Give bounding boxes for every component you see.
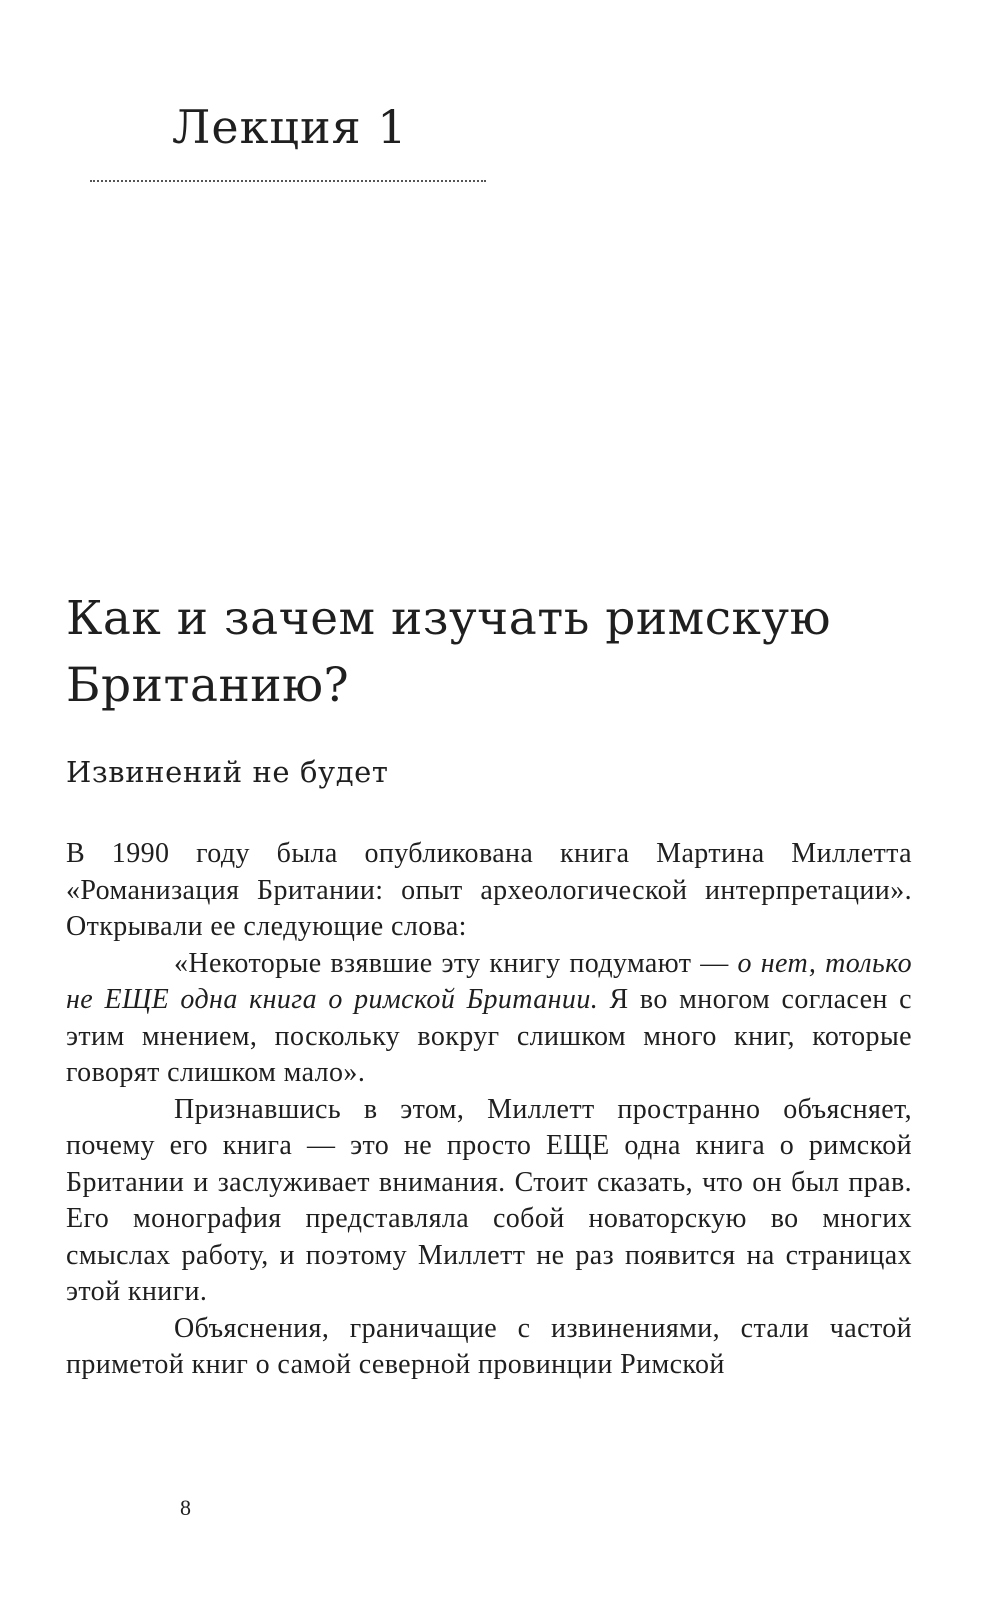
section-title: Извинений не будет: [66, 755, 389, 789]
paragraph-admission: Признавшись в этом, Миллетт пространно объясняет, почему его книга — это не просто ЕЩЕ одна книга о римской Британии и заслуживает внимания. Стоит сказать, что он был прав. Его монография представляла собой новаторскую во многих смыслах работу, и поэтому Миллетт не раз появится на страницах этой книги.: [66, 1093, 912, 1307]
paragraph-explanations: Объяснения, граничащие с извинениями, стали частой приметой книг о самой северной провинции Римской: [66, 1312, 912, 1380]
chapter-title: Как и зачем изучать римскую Британию?: [66, 591, 831, 713]
page-number: 8: [180, 1495, 191, 1520]
paragraph-intro: В 1990 году была опубликована книга Мартина Миллетта «Романизация Британии: опыт археологической интерпретации». Открывали ее следующие слова:: [66, 838, 912, 942]
quote-start: «Некоторые взявшие эту книгу подумают —: [174, 947, 738, 979]
paragraph-quote: [66, 946, 912, 1092]
quote-end: Я во многом согласен с этим мнением, поскольку вокруг слишком много книг, которые говорят слишком мало».: [66, 984, 912, 1088]
lecture-title: Лекция 1: [172, 100, 408, 154]
quote-italic: о нет, только не ЕЩЕ одна книга о римской Британии.: [66, 947, 912, 1015]
dotted-divider: [90, 180, 486, 182]
body-text: [66, 836, 912, 1384]
